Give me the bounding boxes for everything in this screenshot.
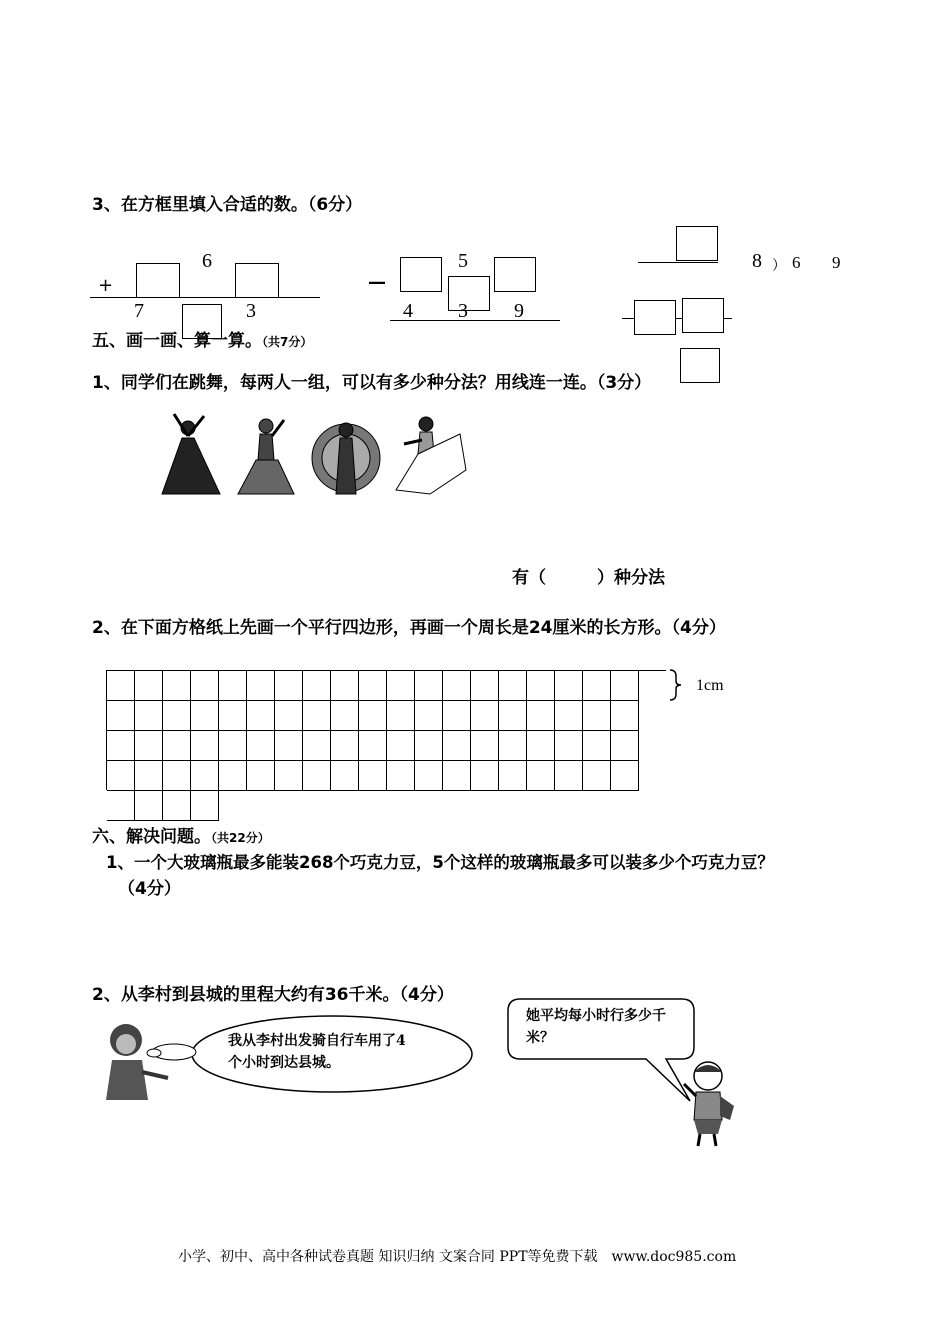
s5-question-1: 1、同学们在跳舞，每两人一组，可以有多少种分法？用线连一连。（3分）: [92, 373, 652, 393]
dancer-figure: [238, 419, 294, 494]
q3-heading: 3、在方框里填入合适的数。（6分）: [92, 195, 363, 215]
dancers-illustration: [160, 410, 470, 500]
answer-box[interactable]: [235, 263, 279, 298]
answer-box[interactable]: [680, 348, 720, 383]
page-footer: 小学、初中、高中各种试卷真题 知识归纳 文案合同 PPT等免费下载 www.doc985.com: [178, 1249, 737, 1265]
answer-box[interactable]: [634, 300, 676, 335]
subtraction-top-digit: 5: [458, 250, 468, 272]
minus-sign: —: [368, 272, 386, 293]
addition-result-digit: 3: [246, 300, 256, 322]
answer-box[interactable]: [136, 263, 180, 298]
division-bracket: ）: [772, 259, 786, 274]
subtraction-bottom-digit: 4: [403, 300, 413, 322]
addition-line: [90, 297, 320, 298]
subtraction-line: [390, 320, 560, 321]
section-5-title: 五、画一画、算一算。（共7分）: [92, 331, 313, 351]
dividend-digit: 6: [792, 253, 801, 272]
section-6-title: 六、解决问题。（共22分）: [92, 827, 270, 847]
division-line: [638, 262, 718, 263]
brace-icon: [668, 668, 684, 702]
answer-box[interactable]: [448, 276, 490, 311]
unit-label: 1cm: [696, 677, 724, 694]
addition-result-digit: 7: [134, 300, 144, 322]
divisor-digit: 8: [752, 250, 762, 272]
answer-box[interactable]: [676, 226, 718, 261]
subtraction-bottom-digit: 9: [514, 300, 524, 322]
plus-sign: +: [98, 275, 114, 296]
addition-top-digit: 6: [202, 250, 212, 272]
subtraction-bottom-digit: 3: [458, 300, 468, 322]
answer-box[interactable]: [400, 257, 442, 292]
boy-figure: [676, 1058, 746, 1150]
dancer-figure: [162, 414, 220, 494]
s5q1-answer: 有（ ）种分法: [512, 568, 665, 588]
s5-question-2: 2、在下面方格纸上先画一个平行四边形，再画一个周长是24厘米的长方形。（4分）: [92, 618, 726, 638]
dancer-figure: [312, 423, 380, 494]
boy-speech-text: 她平均每小时行多少千米？: [526, 1008, 666, 1046]
girl-speech-text: 我从李村出发骑自行车用了4个小时到达县城。: [228, 1033, 406, 1071]
answer-box[interactable]: [682, 298, 724, 333]
s6-question-1: 1、一个大玻璃瓶最多能装268个巧克力豆，5个这样的玻璃瓶最多可以装多少个巧克力豆？: [106, 853, 774, 872]
answer-box[interactable]: [494, 257, 536, 292]
s6-question-1-score: （4分）: [118, 879, 181, 899]
dancer-figure: [396, 417, 466, 494]
square-grid[interactable]: [106, 670, 666, 790]
dividend-digit: 9: [832, 253, 841, 272]
s6-question-2: 2、从李村到县城的里程大约有36千米。（4分）: [92, 985, 454, 1005]
